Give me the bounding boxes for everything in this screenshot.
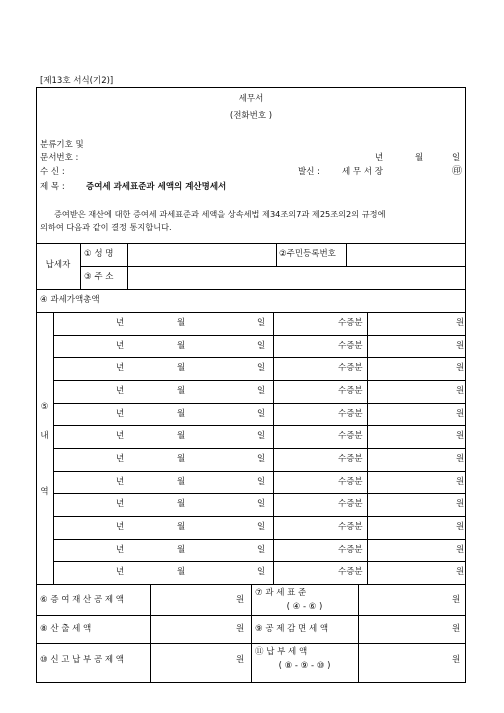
detail-unit: 원 xyxy=(456,522,465,532)
taxpayer-col-line-1 xyxy=(80,243,81,289)
detail-day: 일 xyxy=(257,386,266,396)
filing-credit-unit: 원 xyxy=(236,655,245,665)
detail-year: 년 xyxy=(116,567,125,577)
detail-unit: 원 xyxy=(456,409,465,419)
tax-base-label: ⑦ 과 세 표 준 xyxy=(255,588,307,598)
details-row-line xyxy=(53,516,466,517)
taxpayer-bottom-line xyxy=(36,289,466,290)
details-row-line xyxy=(53,448,466,449)
details-row-line xyxy=(53,539,466,540)
detail-type: 수증분 xyxy=(338,363,363,373)
detail-month: 월 xyxy=(177,545,186,555)
detail-type: 수증분 xyxy=(338,477,363,487)
details-row-line xyxy=(53,471,466,472)
detail-type: 수증분 xyxy=(338,431,363,441)
recipient-label: 수 신 : xyxy=(40,167,65,177)
taxpayer-col-line-3 xyxy=(276,243,277,266)
detail-month: 월 xyxy=(177,454,186,464)
detail-year: 년 xyxy=(116,363,125,373)
details-label-1: 내 xyxy=(40,431,49,441)
detail-unit: 원 xyxy=(456,431,465,441)
detail-unit: 원 xyxy=(456,341,465,351)
detail-type: 수증분 xyxy=(338,409,363,419)
details-row-line xyxy=(53,493,466,494)
details-row-line xyxy=(53,335,466,336)
detail-month: 월 xyxy=(177,499,186,509)
details-row-line xyxy=(53,425,466,426)
detail-day: 일 xyxy=(257,318,266,328)
computed-tax-label: ⑧ 산 출 세 액 xyxy=(40,624,92,634)
tax-payable-label: ⑪ 납 부 세 액 xyxy=(255,647,308,657)
detail-day: 일 xyxy=(257,522,266,532)
detail-type: 수증분 xyxy=(338,318,363,328)
detail-year: 년 xyxy=(116,477,125,487)
phone-line: (전화번호 ) xyxy=(229,111,273,121)
detail-year: 년 xyxy=(116,409,125,419)
details-row-line xyxy=(53,380,466,381)
detail-month: 월 xyxy=(177,567,186,577)
detail-year: 년 xyxy=(116,522,125,532)
detail-month: 월 xyxy=(177,318,186,328)
frame-right xyxy=(465,87,466,683)
tax-payable-formula: ( ⑧ - ⑨ - ⑩ ) xyxy=(278,661,331,671)
detail-type: 수증분 xyxy=(338,545,363,555)
detail-month: 월 xyxy=(177,522,186,532)
detail-year: 년 xyxy=(116,545,125,555)
frame-bottom xyxy=(36,682,466,683)
date-day: 일 xyxy=(452,153,461,163)
tax-credit-label: ⑨ 공 제 감 면 세 액 xyxy=(255,624,329,634)
detail-unit: 원 xyxy=(456,477,465,487)
tax-base-formula: ( ④ - ⑥ ) xyxy=(286,602,323,612)
tax-base-unit: 원 xyxy=(452,595,461,605)
detail-month: 월 xyxy=(177,477,186,487)
detail-day: 일 xyxy=(257,341,266,351)
detail-month: 월 xyxy=(177,431,186,441)
detail-type: 수증분 xyxy=(338,341,363,351)
tax-credit-unit: 원 xyxy=(452,624,461,634)
detail-year: 년 xyxy=(116,341,125,351)
detail-year: 년 xyxy=(116,499,125,509)
detail-day: 일 xyxy=(257,454,266,464)
detail-day: 일 xyxy=(257,431,266,441)
detail-year: 년 xyxy=(116,318,125,328)
detail-month: 월 xyxy=(177,363,186,373)
doc-no-label: 문서번호 : xyxy=(40,153,79,163)
detail-month: 월 xyxy=(177,341,186,351)
total-gift-label: ④ 과세가액총액 xyxy=(40,295,100,305)
body-line-2: 의하여 다음과 같이 결정 통지합니다. xyxy=(40,222,172,232)
detail-unit: 원 xyxy=(456,499,465,509)
details-row-line xyxy=(53,403,466,404)
detail-year: 년 xyxy=(116,431,125,441)
body-line-1: 증여받은 재산에 대한 증여세 과세표준과 세액을 상속세법 제34조의7과 제25조의2의 규정에 xyxy=(54,209,386,219)
detail-day: 일 xyxy=(257,567,266,577)
tax-payable-unit: 원 xyxy=(452,655,461,665)
taxpayer-col-line-4 xyxy=(346,243,347,266)
details-number: ⑤ xyxy=(40,402,49,412)
detail-day: 일 xyxy=(257,363,266,373)
summary-col-1 xyxy=(150,584,151,682)
detail-unit: 원 xyxy=(456,567,465,577)
name-label: ① 성 명 xyxy=(84,249,114,259)
subject-label: 제 목 : xyxy=(40,182,65,192)
detail-month: 월 xyxy=(177,409,186,419)
address-label: ③ 주 소 xyxy=(84,272,114,282)
taxpayer-top-line xyxy=(36,243,466,244)
detail-day: 일 xyxy=(257,545,266,555)
detail-unit: 원 xyxy=(456,545,465,555)
seal-mark: ㊞ xyxy=(452,166,462,177)
taxpayer-col-line-2 xyxy=(127,243,128,289)
detail-type: 수증분 xyxy=(338,499,363,509)
detail-type: 수증분 xyxy=(338,522,363,532)
detail-type: 수증분 xyxy=(338,454,363,464)
details-label-2: 역 xyxy=(40,487,49,497)
classification-label: 분류기호 및 xyxy=(40,140,84,150)
taxpayer-mid-line xyxy=(80,266,466,267)
detail-year: 년 xyxy=(116,386,125,396)
detail-unit: 원 xyxy=(456,454,465,464)
filing-credit-label: ⑩ 신 고 납 부 공 제 액 xyxy=(40,655,125,665)
gift-deduction-label: ⑥ 증 여 재 산 공 제 액 xyxy=(40,595,125,605)
detail-unit: 원 xyxy=(456,318,465,328)
sender-label: 발신 : xyxy=(298,167,320,177)
rrn-label: ②주민등록번호 xyxy=(279,249,336,259)
detail-type: 수증분 xyxy=(338,386,363,396)
frame-top xyxy=(36,87,466,88)
summary-col-3 xyxy=(358,584,359,682)
date-year: 년 xyxy=(375,153,384,163)
sender-value: 세 무 서 장 xyxy=(342,167,383,177)
detail-month: 월 xyxy=(177,386,186,396)
detail-year: 년 xyxy=(116,454,125,464)
detail-type: 수증분 xyxy=(338,567,363,577)
total-row-line xyxy=(36,312,466,313)
detail-unit: 원 xyxy=(456,363,465,373)
details-row-line xyxy=(53,561,466,562)
taxpayer-label: 납세자 xyxy=(45,260,71,270)
detail-unit: 원 xyxy=(456,386,465,396)
detail-day: 일 xyxy=(257,477,266,487)
form-number: [제13호 서식(기2)] xyxy=(40,76,114,86)
detail-day: 일 xyxy=(257,499,266,509)
gift-deduction-unit: 원 xyxy=(236,595,245,605)
detail-day: 일 xyxy=(257,409,266,419)
date-month: 월 xyxy=(415,153,424,163)
office-title: 세무서 xyxy=(238,94,264,104)
details-row-line xyxy=(53,357,466,358)
computed-tax-unit: 원 xyxy=(236,624,245,634)
subject-value: 증여세 과세표준과 세액의 계산명세서 xyxy=(86,182,227,192)
frame-left xyxy=(36,87,37,683)
